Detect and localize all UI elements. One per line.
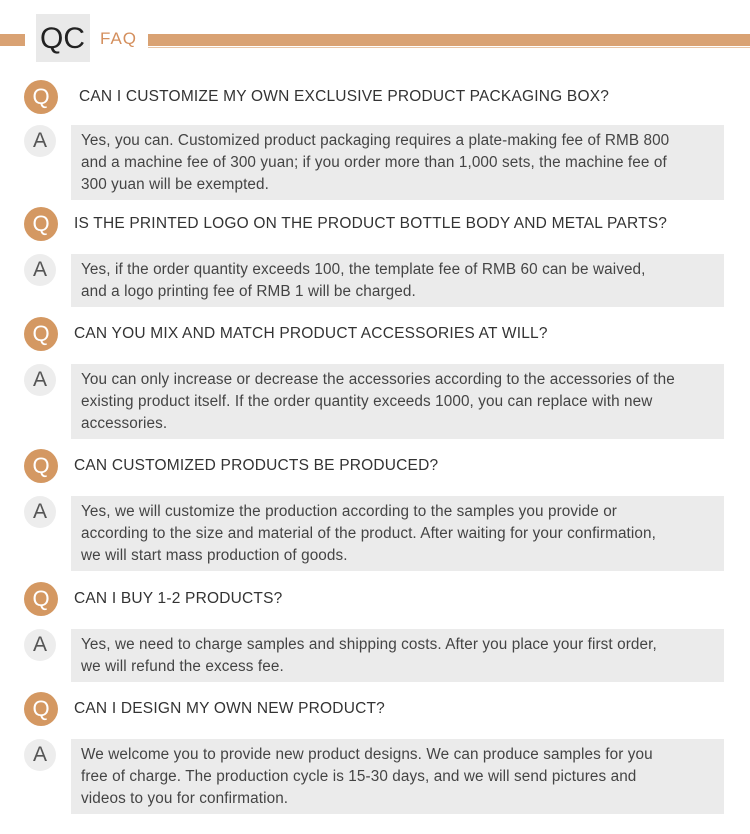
answer-line: Yes, we will customize the production according to the samples you provide or: [81, 503, 618, 520]
answer-line: existing product itself. If the order quantity exceeds 1000, you can replace with new: [81, 393, 653, 410]
answer-line: We welcome you to provide new product designs. We can produce samples for you: [81, 746, 653, 763]
q-badge-icon: Q: [24, 80, 58, 114]
q-badge-icon: Q: [24, 207, 58, 241]
answer-box: [71, 364, 724, 439]
answer-row: [0, 125, 750, 200]
q-badge-icon: Q: [24, 449, 58, 483]
header-rule-right-bottom: [148, 47, 750, 48]
faq-item: [0, 317, 750, 439]
faq-item: [0, 692, 750, 814]
a-badge-icon: A: [24, 125, 56, 157]
answer-row: [0, 254, 750, 307]
question-row: [0, 692, 750, 730]
faq-item: [0, 207, 750, 307]
answer-line: accessories.: [81, 415, 168, 432]
question-row: [0, 317, 750, 355]
header-rule-left: [0, 34, 25, 44]
qc-faq-header: [0, 12, 750, 68]
answer-row: [0, 364, 750, 439]
question-text: CAN I BUY 1-2 PRODUCTS?: [74, 590, 283, 607]
header-rule-right: [148, 34, 750, 44]
faq-item: [0, 582, 750, 682]
answer-box: [71, 254, 724, 307]
question-text: IS THE PRINTED LOGO ON THE PRODUCT BOTTLE BODY AND METAL PARTS?: [74, 215, 668, 232]
answer-row: [0, 629, 750, 682]
question-text: CAN CUSTOMIZED PRODUCTS BE PRODUCED?: [74, 457, 439, 474]
qc-title: QC: [40, 22, 85, 55]
q-badge-icon: Q: [24, 582, 58, 616]
answer-line: we will start mass production of goods.: [81, 547, 348, 564]
answer-box: [71, 496, 724, 571]
faq-title: FAQ: [100, 29, 138, 48]
faq-item: [0, 80, 750, 200]
faq-item: [0, 449, 750, 571]
a-badge-icon: A: [24, 254, 56, 286]
answer-box: [71, 125, 724, 200]
a-badge-icon: A: [24, 739, 56, 771]
a-badge-icon: A: [24, 629, 56, 661]
answer-line: and a machine fee of 300 yuan; if you order more than 1,000 sets, the machine fee of: [81, 154, 667, 171]
q-badge-icon: Q: [24, 317, 58, 351]
question-row: [0, 207, 750, 245]
answer-box: [71, 739, 724, 814]
answer-line: 300 yuan will be exempted.: [81, 176, 269, 193]
answer-box: [71, 629, 724, 682]
question-row: [0, 582, 750, 620]
question-text: CAN I CUSTOMIZE MY OWN EXCLUSIVE PRODUCT PACKAGING BOX?: [79, 88, 610, 105]
answer-line: Yes, if the order quantity exceeds 100, the template fee of RMB 60 can be waived,: [81, 261, 646, 278]
answer-row: [0, 739, 750, 814]
answer-line: You can only increase or decrease the accessories according to the accessories of the: [81, 371, 675, 388]
header-rule-right-thin: [148, 44, 750, 46]
question-text: CAN YOU MIX AND MATCH PRODUCT ACCESSORIES AT WILL?: [74, 325, 548, 342]
answer-line: and a logo printing fee of RMB 1 will be charged.: [81, 283, 416, 300]
answer-row: [0, 496, 750, 571]
question-text: CAN I DESIGN MY OWN NEW PRODUCT?: [74, 700, 385, 717]
answer-line: Yes, we need to charge samples and shipping costs. After you place your first order,: [81, 636, 657, 653]
answer-line: videos to you for confirmation.: [81, 790, 289, 807]
header-rule-left-thin: [0, 44, 25, 46]
question-row: [0, 80, 750, 118]
answer-line: Yes, you can. Customized product packaging requires a plate-making fee of RMB 800: [81, 132, 670, 149]
question-row: [0, 449, 750, 487]
answer-line: free of charge. The production cycle is 15-30 days, and we will send pictures and: [81, 768, 637, 785]
answer-line: according to the size and material of the product. After waiting for your confirmation,: [81, 525, 656, 542]
q-badge-icon: Q: [24, 692, 58, 726]
a-badge-icon: A: [24, 364, 56, 396]
answer-line: we will refund the excess fee.: [81, 658, 284, 675]
a-badge-icon: A: [24, 496, 56, 528]
